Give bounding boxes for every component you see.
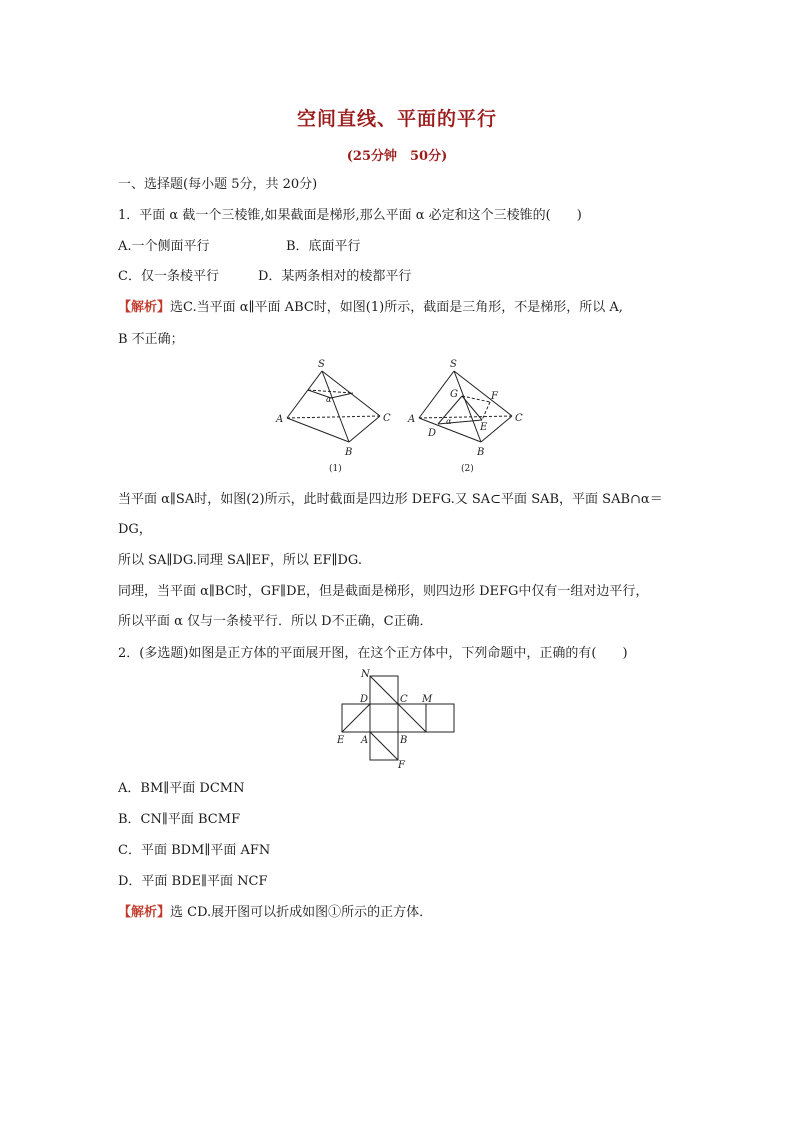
q1-analysis-text1: 选C.当平面 α∥平面 ABC时，如图(1)所示，截面是三角形，不是梯形，所以 A, — [170, 300, 623, 315]
q1-option-a: A.一个侧面平行 — [118, 239, 210, 254]
q1-stem: 1．平面 α 截一个三棱锥,如果截面是梯形,那么平面 α 必定和这个三棱锥的( ) — [118, 208, 582, 223]
net-label-m: M — [422, 694, 433, 705]
fig2-label-e: E — [480, 422, 488, 433]
time-score-subtitle: (25分钟 50分) — [346, 149, 448, 164]
q2-option-a: A．BM∥平面 DCMN — [118, 781, 245, 796]
q1-option-c: C．仅一条棱平行 — [118, 269, 219, 284]
net-label-d: D — [360, 694, 369, 705]
q1-option-d: D．某两条相对的棱都平行 — [258, 269, 412, 284]
q1-options-row2 — [118, 268, 518, 286]
fig1-label-alpha: α — [326, 395, 332, 404]
q1-analysis-line7: 所以平面 α 仅与一条棱平行．所以 D不正确，C正确． — [118, 614, 433, 629]
fig2-label-s: S — [450, 359, 457, 370]
q2-option-c: C．平面 BDM∥平面 AFN — [118, 843, 271, 858]
q1-options-row1 — [118, 238, 518, 256]
fig1-label-a: A — [276, 414, 284, 425]
fig2-label-b: B — [477, 447, 485, 458]
fig1-label-s: S — [318, 359, 325, 370]
figure-2-pyramid — [407, 359, 523, 474]
q1-option-b: B．底面平行 — [286, 239, 361, 254]
q1-analysis-tag: 【解析】 — [118, 300, 171, 315]
fig1-caption: (1) — [329, 464, 342, 474]
fig2-label-a: A — [408, 414, 416, 425]
q1-analysis-line2: B 不正确； — [118, 332, 184, 347]
fig2-label-d: D — [428, 428, 437, 439]
net-label-c: C — [400, 694, 408, 705]
fig2-label-alpha: α — [446, 417, 452, 426]
q2-analysis-tag: 【解析】 — [118, 905, 171, 920]
fig1-label-b: B — [345, 447, 353, 458]
net-label-a: A — [361, 735, 369, 746]
net-label-f: F — [398, 760, 405, 770]
net-label-b: B — [400, 735, 408, 746]
q1-analysis-line1 — [118, 299, 623, 317]
net-label-e: E — [337, 735, 345, 746]
fig2-label-f: F — [491, 391, 498, 402]
fig2-label-c: C — [515, 413, 523, 424]
q2-option-d: D．平面 BDE∥平面 NCF — [118, 874, 268, 889]
q1-analysis-line5: 所以 SA∥DG.同理 SA∥EF，所以 EF∥DG. — [118, 553, 362, 568]
section-heading: 一、选择题(每小题 5分，共 20分) — [118, 177, 318, 192]
figure-1-pyramid — [275, 359, 391, 474]
q1-analysis-line3: 当平面 α∥SA时，如图(2)所示，此时截面是四边形 DEFG.又 SA⊂平面 SAB，平面 SAB∩α＝ — [118, 492, 663, 507]
fig2-caption: (2) — [461, 464, 474, 474]
page-title: 空间直线、平面的平行 — [296, 108, 497, 130]
q1-analysis-line4: DG， — [118, 522, 152, 537]
q2-analysis-text1: 选 CD.展开图可以折成如图①所示的正方体． — [170, 905, 433, 920]
fig1-label-c: C — [383, 413, 391, 424]
net-label-n: N — [361, 669, 370, 680]
cube-net-figure — [330, 668, 465, 770]
q1-figures — [270, 356, 530, 476]
q2-option-b: B．CN∥平面 BCMF — [118, 812, 241, 827]
q1-analysis-line6: 同理，当平面 α∥BC时，GF∥DE，但是截面是梯形，则四边形 DEFG中仅有一组对边平行， — [118, 584, 649, 599]
q2-stem: 2．(多选题)如图是正方体的平面展开图，在这个正方体中，下列命题中，正确的有( ) — [118, 646, 628, 661]
q2-analysis-line1 — [118, 904, 432, 922]
fig2-label-g: G — [450, 389, 458, 400]
